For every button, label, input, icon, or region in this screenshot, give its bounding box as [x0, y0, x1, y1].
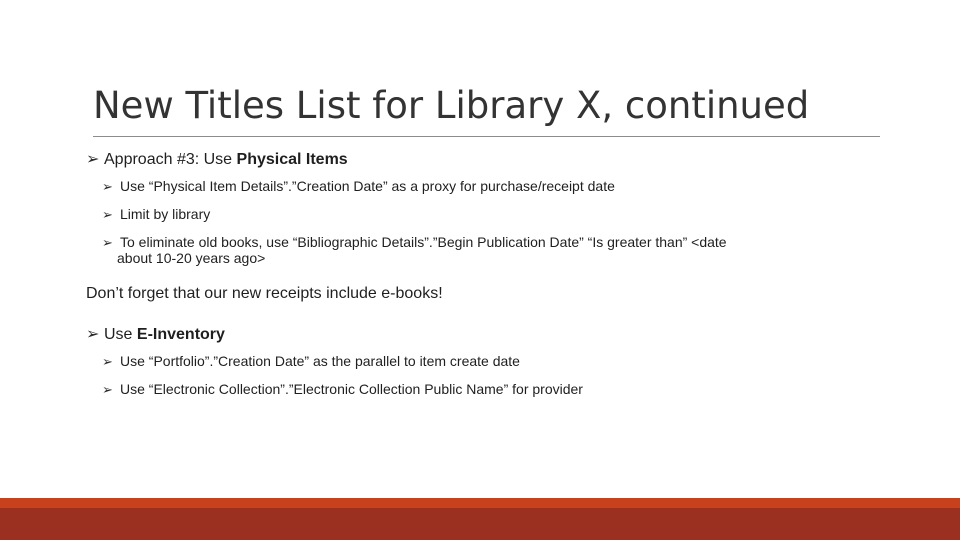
sub-bullet-text: Use “Electronic Collection”.”Electronic Collection Public Name” for provider — [120, 381, 583, 397]
sub-bullet-portfolio — [86, 348, 886, 376]
ebooks-note: Don’t forget that our new receipts include e-books! — [86, 285, 443, 302]
arrow-bullet-icon: ➢ — [102, 180, 113, 195]
sub-bullet-text: Use “Physical Item Details”.”Creation Date” as a proxy for purchase/receipt date — [120, 178, 615, 194]
bullet-text: Use — [104, 326, 137, 343]
sub-bullet-creation-date — [86, 173, 886, 201]
arrow-bullet-icon: ➢ — [86, 149, 100, 168]
arrow-bullet-icon: ➢ — [102, 355, 113, 370]
bullet-bold-text: Physical Items — [236, 151, 348, 168]
arrow-bullet-icon: ➢ — [102, 236, 113, 251]
slide-title: New Titles List for Library X, continued — [93, 84, 810, 127]
title-divider — [93, 136, 880, 137]
sub-bullet-text: Use “Portfolio”.”Creation Date” as the parallel to item create date — [120, 353, 520, 369]
arrow-bullet-icon: ➢ — [102, 208, 113, 223]
sub-bullet-limit-library — [86, 201, 886, 229]
bullet-approach-3 — [86, 146, 886, 173]
bullet-bold-text: E-Inventory — [136, 326, 225, 343]
slide-body — [86, 146, 886, 404]
footer-accent-stripe — [0, 498, 960, 508]
sub-bullet-old-books — [86, 229, 886, 257]
arrow-bullet-icon: ➢ — [86, 324, 100, 343]
sub-bullet-electronic-collection — [86, 376, 886, 404]
bullet-text: Approach #3: Use — [104, 151, 237, 168]
sub-bullet-continuation: about 10-20 years ago> — [117, 250, 266, 266]
bullet-e-inventory — [86, 321, 886, 348]
footer-bar — [0, 508, 960, 540]
sub-bullet-text: Limit by library — [120, 206, 211, 222]
sub-bullet-text: To eliminate old books, use “Bibliographic Details”.”Begin Publication Date” “Is greater than” <date — [120, 234, 727, 250]
arrow-bullet-icon: ➢ — [102, 383, 113, 398]
